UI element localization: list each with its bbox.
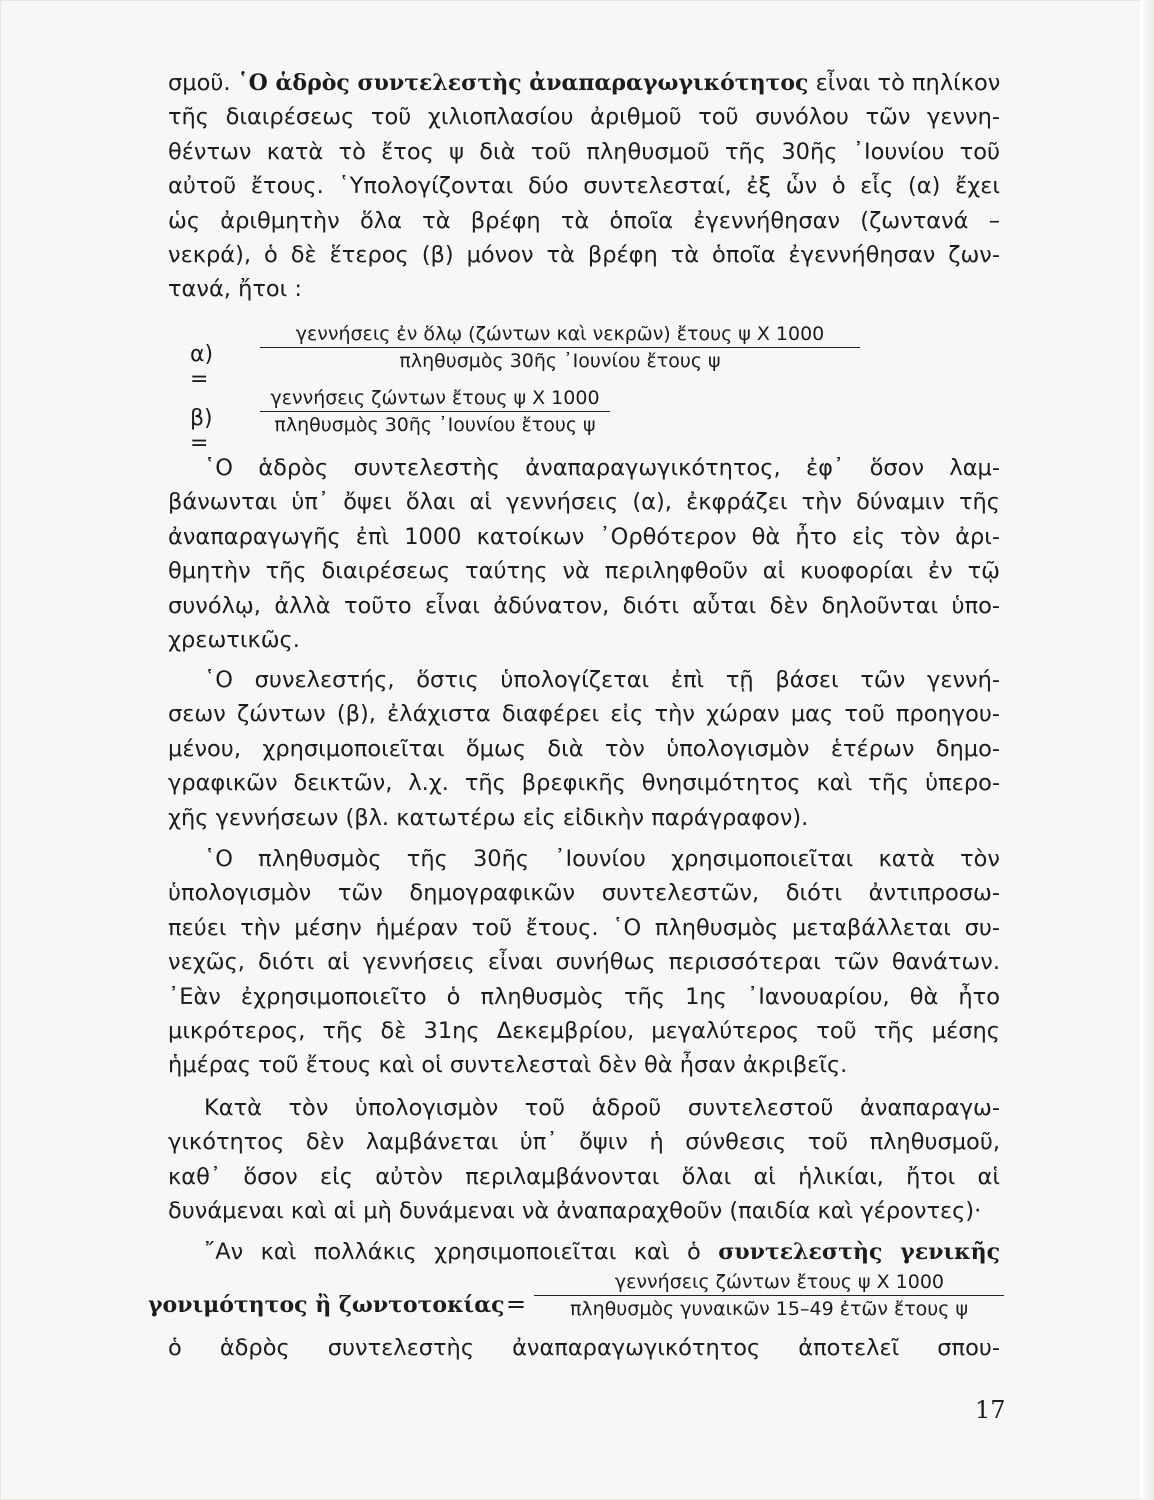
- text-line: μικρότερος, τῆς δὲ 31ης Δεκεμβρίου, μεγαλύτερος τοῦ τῆς μέσης: [168, 1017, 1000, 1044]
- text-line: πεύει τὴν μέσην ἡμέραν τοῦ ἔτους. ῾Ο πληθυσμὸς μεταβάλλεται συ-: [168, 914, 1000, 941]
- text-line: ᾽Εὰν ἐχρησιμοποιεῖτο ὁ πληθυσμὸς τῆς 1ης ᾽Ιανουαρίου, θὰ ἦτο: [168, 983, 1000, 1010]
- text-span: ῎Αν καὶ πολλάκις χρησιμοποιεῖται καὶ ὁ: [204, 1239, 719, 1265]
- text-line: Κατὰ τὸν ὑπολογισμὸν τοῦ ἁδροῦ συντελεστοῦ ἀναπαραγω-: [204, 1095, 1000, 1121]
- text-line: τανά, ἤτοι :: [168, 276, 303, 303]
- text-line: σεων ζώντων (β), ἐλάχιστα διαφέρει εἰς τὴν χώραν μας τοῦ προηγου-: [168, 701, 1000, 728]
- fraction: [534, 1270, 1004, 1321]
- text-line: συνόλῳ, ἀλλὰ τοῦτο εἶναι ἀδύνατον, διότι αὗται δὲν δηλοῦνται ὑπο-: [168, 592, 1000, 619]
- text-line: μένου, χρησιμοποιεῖται ὅμως διὰ τὸν ὑπολογισμὸν ἑτέρων δημο-: [168, 735, 1000, 762]
- text-line: ὁ ἁδρὸς συντελεστὴς ἀναπαραγωγικότητος ἀποτελεῖ σπου-: [168, 1335, 1000, 1361]
- text-line: νεκρά), ὁ δὲ ἕτερος (β) μόνον τὰ βρέφη τὰ ὁποῖα ἐγεννήθησαν ζων-: [168, 241, 1000, 268]
- text-line: ῾Ο πληθυσμὸς τῆς 30ῆς ᾽Ιουνίου χρησιμοποιεῖται κατὰ τὸν: [204, 846, 1000, 872]
- text-span: σμοῦ.: [168, 70, 238, 96]
- text-line: γικότητος δὲν λαμβάνεται ὑπ᾽ ὄψιν ἡ σύνθεσις τοῦ πληθυσμοῦ,: [168, 1129, 1000, 1156]
- paragraph-intro: [168, 66, 1000, 307]
- formula-label: α) =: [190, 342, 214, 392]
- numerator: γεννήσεις ζώντων ἔτους ψ X 1000: [614, 1271, 944, 1293]
- text-line: βάνωνται ὑπ᾽ ὄψει ὅλαι αἱ γεννήσεις (α), ἐκφράζει τὴν δύναμιν τῆς: [168, 489, 1000, 516]
- text-line: νεχῶς, διότι αἱ γεννήσεις εἶναι συνήθως περισσότεραι τῶν θανάτων.: [168, 949, 1000, 976]
- paragraph-5: [168, 1091, 1000, 1229]
- paragraph-3: [168, 663, 1000, 835]
- text-line: ἀναπαραγωγῆς ἐπὶ 1000 κατοίκων ᾽Ορθότερον θὰ ἦτο εἰς τὸν ἀρι-: [168, 523, 1000, 550]
- text-line: ὑπολογισμὸν τῶν δημογραφικῶν συντελεστῶν, διότι ἀντιπροσω-: [168, 880, 1000, 907]
- bold-term: ῾Ο ἁδρὸς συντελεστὴς ἀναπαραγωγικότητος: [237, 70, 809, 96]
- fraction: [260, 322, 860, 373]
- text-line: χῆς γεννήσεων (βλ. κατωτέρω εἰς εἰδικὴν παράγραφον).: [168, 804, 809, 831]
- numerator: γεννήσεις ζώντων ἔτους ψ X 1000: [270, 387, 600, 409]
- text-line: θμητὴν τῆς διαιρέσεως ταύτης νὰ περιληφθοῦν αἱ κυοφορίαι ἐν τῷ: [168, 558, 1000, 585]
- paragraph-2: [168, 451, 1000, 657]
- paragraph-6-cont: [168, 1331, 1000, 1365]
- text-line: γραφικῶν δεικτῶν, λ.χ. τῆς βρεφικῆς θνησιμότητος καὶ τῆς ὑπερο-: [168, 770, 1000, 797]
- text-line: τῆς διαιρέσεως τοῦ χιλιοπλασίου ἀριθμοῦ τοῦ συνόλου τῶν γεννη-: [168, 104, 1000, 131]
- text-line: ῾Ο ἁδρὸς συντελεστὴς ἀναπαραγωγικότητος, ἐφ᾽ ὅσον λαμ-: [204, 455, 1000, 481]
- paragraph-4: [168, 842, 1000, 1083]
- fraction-bar: [534, 1295, 1004, 1296]
- text-line: ἡμέρας τοῦ ἔτους καὶ οἱ συντελεσταὶ δὲν θὰ ἦσαν ἀκριβεῖς.: [168, 1052, 848, 1079]
- text-line: δυνάμεναι καὶ αἱ μὴ δυνάμεναι νὰ ἀναπαραχθοῦν (παιδία καὶ γέροντες)·: [168, 1198, 982, 1225]
- text-line: αὐτοῦ ἔτους. ῾Υπολογίζονται δύο συντελεσταί, ἐξ ὧν ὁ εἷς (α) ἔχει: [168, 173, 1000, 200]
- text-line: [168, 1235, 1000, 1269]
- numerator: γεννήσεις ἐν ὅλῳ (ζώντων καὶ νεκρῶν) ἔτους ψ X 1000: [295, 323, 825, 345]
- text-line: χρεωτικῶς.: [168, 626, 300, 653]
- text-line: [168, 66, 1000, 100]
- fraction-bar: [260, 347, 860, 348]
- text-line: ῾Ο συνελεστής, ὅστις ὑπολογίζεται ἐπὶ τῇ βάσει τῶν γεννή-: [204, 667, 1000, 693]
- bold-term: γονιμότητος ἢ ζωντοτοκίας: [148, 1292, 505, 1318]
- fraction: [260, 386, 610, 437]
- page-edge-shadow: [1140, 0, 1154, 1500]
- equals-sign: =: [506, 1290, 527, 1318]
- denominator: πληθυσμὸς γυναικῶν 15–49 ἐτῶν ἔτους ψ: [569, 1298, 969, 1320]
- text-line: καθ᾽ ὅσον εἰς αὐτὸν περιλαμβάνονται ὅλαι αἱ ἡλικίαι, ἤτοι αἱ: [168, 1163, 1000, 1190]
- fraction-bar: [260, 411, 610, 412]
- paragraph-6: [168, 1235, 1000, 1269]
- text-span: εἶναι τὸ πηλίκον: [808, 70, 1001, 96]
- formula-label: β) =: [190, 406, 213, 456]
- bold-term: συντελεστὴς γενικῆς: [718, 1239, 1000, 1265]
- text-line: ὡς ἀριθμητὴν ὅλα τὰ βρέφη τὰ ὁποῖα ἐγεννήθησαν (ζωντανά –: [168, 207, 1000, 234]
- page-number: 17: [975, 1396, 1006, 1424]
- denominator: πληθυσμὸς 30ῆς ᾽Ιουνίου ἔτους ψ: [399, 350, 721, 372]
- denominator: πληθυσμὸς 30ῆς ᾽Ιουνίου ἔτους ψ: [274, 414, 596, 436]
- text-line: θέντων κατὰ τὸ ἔτος ψ διὰ τοῦ πληθυσμοῦ τῆς 30ῆς ᾽Ιουνίου τοῦ: [168, 138, 1000, 165]
